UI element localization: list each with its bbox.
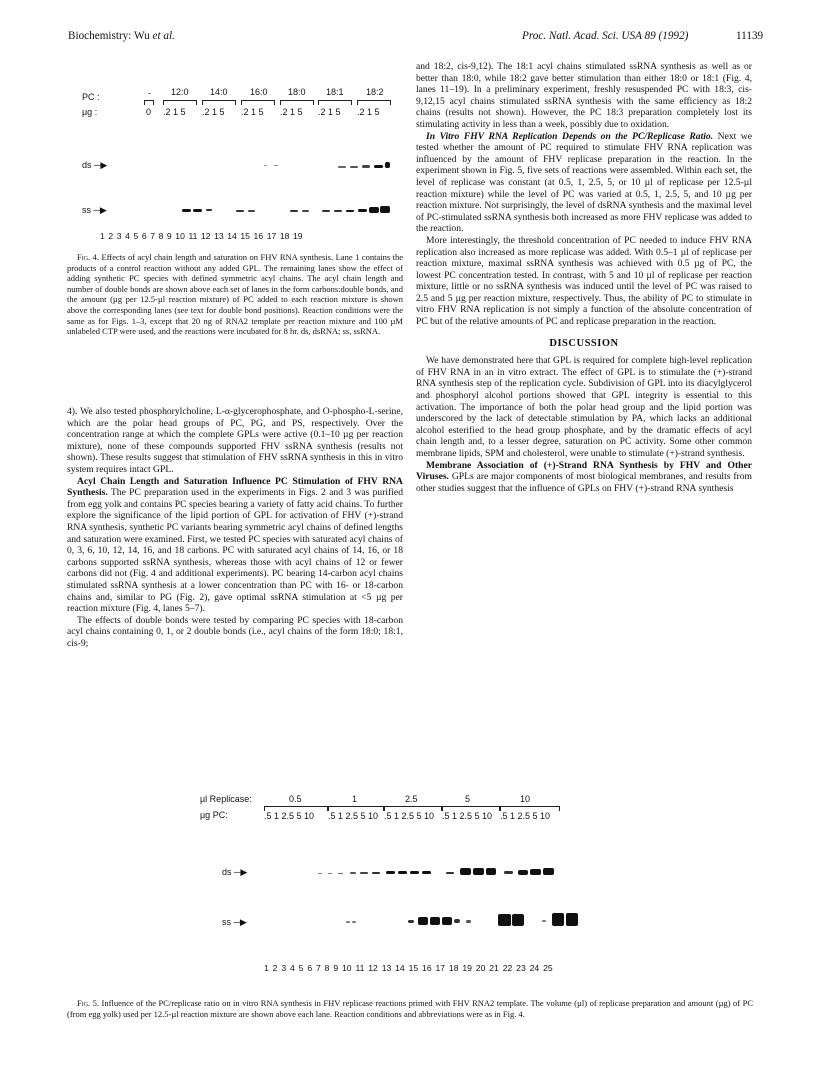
fig5-band [518,870,528,875]
fig4-bracket [241,100,275,105]
fig5-ss-marker: ss ─▶ [222,917,247,927]
fig4-group-5: 18:1 [326,87,344,97]
fig4-band [362,165,370,168]
fig4-bracket [163,100,197,105]
fig4-band [290,210,298,212]
fig5-replicase-label: µl Replicase: [200,794,252,804]
fig5-band [512,914,524,926]
arrow-right-icon: ─▶ [233,917,247,927]
fig5-band [338,873,343,874]
running-head-left: Biochemistry: Wu et al. [68,30,175,42]
fig5-band [386,871,395,874]
fig5-band [498,914,511,926]
fig4-band [193,209,202,212]
fig5-band [466,920,471,923]
fig4-band [385,162,390,168]
paragraph: and 18:2, cis-9,12). The 18:1 acyl chains stimulated ssRNA synthesis as well as or better than 18:0, while 18:2 gave better stimulation than either 18:0 or 18:1 (Fig. 4, lanes 11–19). In a preliminary experiment, freshly resuspended PC with 18:3, cis-9,12,15 acyl chains stimulated ssRNA synthesis with the same efficiency as 18:2 chains (results not shown). However, the PC 18:3 preparation completely lost its stimulating activity in less than a week, possibly due to oxidation. [416,61,752,130]
fig4-band [358,209,367,212]
fig4-band [369,207,379,213]
fig4-pc-label: PC : [82,92,100,102]
fig4-ug-4: .2 1 5 [280,107,303,117]
fig4-bracket [280,100,314,105]
fig5-band [408,920,414,923]
fig5-group-3: 5 [465,794,471,804]
fig4-group-6: 18:2 [366,87,384,97]
fig4-band [274,165,278,166]
fig4-band [302,210,309,212]
fig5-band [398,871,407,874]
fig4-band [334,210,342,212]
fig5-pc-values: .5 1 2.5 5 10 [500,811,551,821]
fig5-band [318,873,322,874]
fig4-lane-numbers: 1 2 3 4 5 6 7 8 9 10 11 12 13 14 15 16 17 18 19 [100,231,303,241]
fig5-group-0: 0.5 [289,794,302,804]
fig5-band [454,919,460,923]
fig4-group-0: - [148,88,151,98]
fig5-band [460,868,471,875]
fig4-ug-0: 0 [146,107,152,117]
fig4-bracket [357,100,391,105]
fig5-band [352,921,356,923]
fig4-band [264,165,267,166]
arrow-right-icon: ─▶ [94,160,108,170]
fig5-band [504,871,513,874]
fig5-band [422,871,431,874]
fig4-ds-marker: ds ─▶ [82,160,108,170]
fig4-band [322,210,330,212]
fig4-ug-1: .2 1 5 [163,107,186,117]
paragraph: We have demonstrated here that GPL is required for complete high-level replication of FHV RNA in an in vitro extract. The effect of GPL is to stimulate the (+)-strand RNA synthesis step of the replication cycle. Subdivision of GPL into its diacylglycerol and phosphoryl alcohol portions showed that GPL integrity is essential to this activation. The importance of both the polar head group and the lipid portion was underscored by the lack of detectable stimulation by PA, which lacks an additional alcohol esterified to the head group phosphate, and by the dramatic effects of acyl chain length and, to a lesser degree, saturation on PC activity. Some other common membrane lipids, SPM and cholesterol, were unable to stimulate (+)-strand synthesis. [416,355,752,459]
paragraph: The effects of double bonds were tested by comparing PC species with 18-carbon acyl chains containing 0, 1, or 2 double bonds (i.e., acyl chains of the form 18:0; 18:1, cis-9; [67,614,403,649]
fig5-pc-values: .5 1 2.5 5 10 [264,811,315,821]
fig4-bracket [318,100,352,105]
fig5-band [473,868,484,875]
fig5-pc-label: µg PC: [200,810,228,820]
fig5-group-4: 10 [520,794,531,804]
fig4-group-1: 12:0 [171,87,189,97]
fig5-band [566,913,578,926]
figure-5-gel [200,790,620,990]
paragraph: Membrane Association of (+)-Strand RNA Synthesis by FHV and Other Viruses. GPLs are major components of most biological membranes, and results from other studies suggest that the influence of GPLs on FHV (+)-strand RNA synthesis [416,459,752,494]
fig4-group-2: 14:0 [210,87,228,97]
arrow-right-icon: ─▶ [93,205,107,215]
fig4-ug-5: .2 1 5 [318,107,341,117]
fig4-band [248,210,255,212]
fig4-ug-3: .2 1 5 [241,107,264,117]
figure-4-caption: Fig. 4. Effects of acyl chain length and saturation on FHV RNA synthesis. Lane 1 contains the products of a control reaction without any added GPL. The remaining lanes show the effect of adding synthetic PC species with defined symmetric acyl chains. The acyl chain length and number of double bonds are shown above each set of lanes in the form carbons:double bonds, and the amount (µg per 12.5-µl reaction mixture) of PC added to each reaction mixture is shown above the corresponding lanes (see text for double bond positions). Reaction conditions were the same as for Figs. 1–3, except that 20 ng of RNA2 template per reaction mixture and 100 µM unlabeled CTP were used, and the reactions were incubated for 8 hr. ds, dsRNA; ss, ssRNA. [67,252,404,337]
fig4-ug-label: µg : [82,107,98,117]
fig5-band [372,872,380,874]
fig5-ds-marker: ds ─▶ [222,867,248,877]
fig5-group-1: 1 [352,794,358,804]
figure-5-caption: Fig. 5. Influence of the PC/replicase ratio on in vitro RNA synthesis in FHV replicase reactions primed with FHV RNA2 template. The volume (µl) of replicase preparation and amount (µg) of PC (from egg yolk) used per 12.5-µl reaction mixture are shown above each lane. Reaction conditions and abbreviations were as in Fig. 4. [67,998,754,1019]
fig5-band [418,917,428,925]
fig4-ug-2: .2 1 5 [202,107,225,117]
fig4-band [206,209,212,211]
fig4-band [350,166,358,168]
fig5-lane-numbers: 1 2 3 4 5 6 7 8 9 10 11 12 13 14 15 16 17 18 19 20 21 22 23 24 25 [264,963,553,973]
fig4-band [236,210,244,212]
fig5-band [350,872,356,874]
fig4-ss-marker: ss ─▶ [82,205,107,215]
paragraph: Acyl Chain Length and Saturation Influence PC Stimulation of FHV RNA Synthesis. The PC preparation used in the experiments in Figs. 2 and 3 was purified from egg yolk and contains PC species bearing a variety of fatty acid chains. To further explore the significance of the lipid portion of GPL for activation of FHV (+)-strand RNA synthesis, synthetic PC variants bearing symmetric acyl chains of defined lengths and saturation were examined. First, we tested PC species with saturated acyl chains of 0, 3, 6, 10, 12, 14, 16, and 18 carbons. PC with saturated acyl chains of 14, 16, or 18 carbons supported ssRNA synthesis, whereas those with acyl chains of 12 or fewer carbons did not (Fig. 4 and additional experiments). PC bearing 14-carbon acyl chains stimulated ssRNA synthesis at a lower concentration than PC with 16- or 18-carbon chains and, similar to PG (Fig. 2), gave optimal ssRNA stimulation at <5 µg per reaction mixture (Fig. 4, lanes 5–7). [67,475,403,615]
fig4-ug-6: .2 1 5 [357,107,380,117]
page-number: 11139 [736,30,764,42]
fig5-band [542,920,546,922]
running-head-right: Proc. Natl. Acad. Sci. USA 89 (1992) [522,30,689,42]
paragraph: In Vitro FHV RNA Replication Depends on the PC/Replicase Ratio. Next we tested whether the amount of PC required to stimulate FHV RNA replication was influenced by the amount of FHV replicase preparation in the reaction. In the experiment shown in Fig. 5, five sets of reactions were assembled. Within each set, the level of replicase was constant (at 0.5, 1, 2.5, 5, or 10 µl of replicase per 12.5-µl reaction mixture) while the level of PC was varied at 0.5, 1, 2.5, 5, and 10 µg per reaction mixture. Not surprisingly, the level of dsRNA synthesis and the maximal level of PC-stimulated ssRNA synthesis both increased as more FHV replicase was added to the reaction. [416,130,752,235]
fig5-band [543,868,554,875]
fig5-band [360,872,368,874]
fig4-group-4: 18:0 [288,87,306,97]
section-heading-discussion: DISCUSSION [549,337,619,349]
right-column-text [416,61,752,494]
fig4-band [380,206,390,213]
paragraph: More interestingly, the threshold concentration of PC needed to induce FHV RNA replication also increased as more replicase was added. With 0.5–1 µl of replicase per reaction mixture, maximal ssRNA synthesis was achieved with 0.5 µg of PC, the lowest PC concentration tested. In contrast, with 5 and 10 µl of replicase per reaction mixture, little or no ssRNA synthesis was induced until the level of PC was raised to 2.5 and 5 µg per reaction mixture, respectively. Thus, the ability of PC to stimulate in vitro FHV RNA replication is not simply a function of the absolute concentration of PC but of the relative amounts of PC and replicase preparation in the reaction. [416,234,752,328]
fig5-group-2: 2.5 [405,794,418,804]
fig4-band [374,165,383,168]
fig4-group-3: 16:0 [250,87,268,97]
fig5-band [446,872,454,874]
fig5-band [552,913,564,926]
fig5-pc-values: .5 1 2.5 5 10 [328,811,379,821]
fig4-band [182,209,191,212]
fig5-band [410,871,419,874]
fig5-band [530,869,541,875]
fig5-band [430,917,440,925]
fig5-pc-values: .5 1 2.5 5 10 [384,811,435,821]
fig5-band [328,873,332,874]
fig5-band [346,921,350,923]
arrow-right-icon: ─▶ [234,867,248,877]
paragraph: 4). We also tested phosphorylcholine, L-α-glycerophosphate, and O-phospho-L-serine, which are the polar head groups of PC, PG, and PS, respectively. Over the concentration range at which the complete GPLs were active (0.1–10 µg per reaction mixture), none of these compounds supported FHV ssRNA synthesis (results not shown). These results suggest that stimulation of FHV ssRNA synthesis in this in vitro system requires intact GPL. [67,406,403,475]
left-column-text [67,406,403,649]
fig5-band [486,868,496,875]
fig5-pc-values: .5 1 2.5 5 10 [442,811,493,821]
fig4-band [346,210,354,212]
fig4-bracket [202,100,236,105]
fig4-bracket [144,100,154,105]
fig4-band [338,166,346,168]
fig5-band [442,917,452,925]
figure-4-gel [60,84,400,244]
